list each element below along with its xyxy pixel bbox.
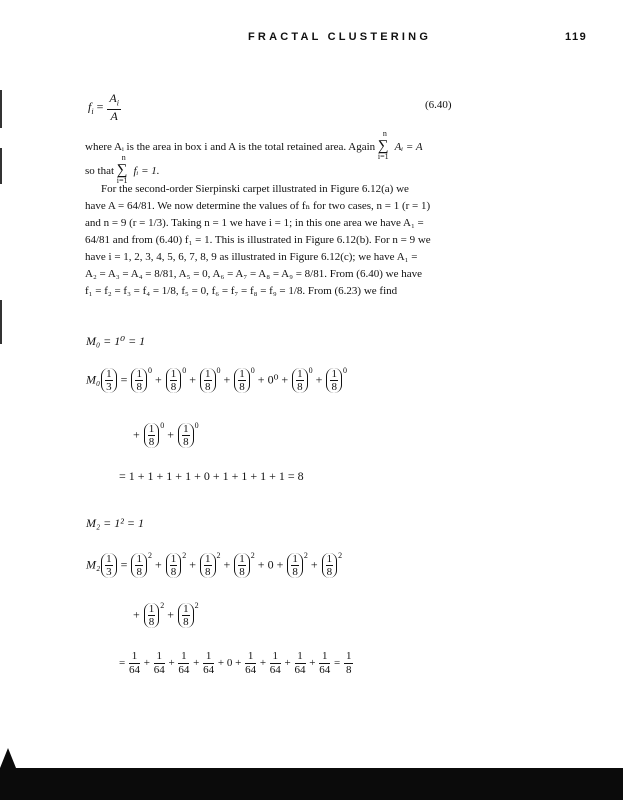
page-header (0, 31, 623, 47)
page-number: 119 (565, 31, 588, 43)
scan-edge-mark (0, 148, 2, 184)
equation-number: (6.40) (425, 99, 452, 111)
para2-line4: 64/81 and from (6.40) f₁ = 1. This is illustrated in Figure 6.12(b). For n = 9 we (85, 234, 431, 246)
para2-line5: have i = 1, 2, 3, 4, 5, 6, 7, 8, 9 as illustrated in Figure 6.12(c); we have A₁ = (85, 251, 418, 263)
para2-line6: A₂ = A₃ = A₄ = 8/81, A₅ = 0, A₆ = A₇ = A₈ = A₉ = 8/81. From (6.40) we have (85, 268, 422, 280)
m2-expansion-cont: + $\frac{1}{8}$ $^2$ + $\frac{1}{8}$ $^2$ (133, 601, 199, 628)
para2-line2: have A = 64/81. We now determine the values of fₙ for two cases, n = 1 (r = 1) (85, 200, 431, 212)
running-title: FRACTAL CLUSTERING (248, 31, 432, 43)
eq-lhs: f (88, 99, 92, 114)
scan-shadow-corner (0, 748, 16, 768)
m0-expansion-cont: + $\frac{1}{8}$ $^0$ + $\frac{1}{8}$ $^0$ (133, 421, 199, 448)
para1-line1: where Aᵢ is the area in box i and A is the total retained area. Again n ∑ i=1 Aᵢ = A (85, 129, 423, 161)
m2-definition: M₂ = 1² = 1 (86, 516, 144, 530)
para1-line2: so that n ∑ i=1 fᵢ = 1. (85, 153, 160, 185)
scan-shadow-bar (0, 768, 623, 800)
equation-6-40: $f_i$ = $\frac{A_i}{A}$ (88, 91, 119, 124)
m0-result: = 1 + 1 + 1 + 1 + 0 + 1 + 1 + 1 + 1 = 8 (119, 469, 304, 483)
m2-expansion: M₂ $\frac{1}{3}$ = $\frac{1}{8}$ $^2$ + $\frac{1}{8}$ $^2$ + $\frac{1}{8}$ $^2$ + $\frac{1}{8}$ $^2$ + 0 + $\frac{1}{8}$ $^2$ + $\frac{1}{8}$ $^2$ (86, 551, 343, 578)
m0-definition: M₀ = 1⁰ = 1 (86, 334, 146, 348)
scan-edge-mark (0, 300, 2, 344)
eq-fraction: $\frac{A_i}{A}$ (109, 91, 119, 124)
m0-expansion: M₀ $\frac{1}{3}$ = $\frac{1}{8}$ $^0$ + $\frac{1}{8}$ $^0$ + $\frac{1}{8}$ $^0$ + $\frac{1}{8}$ $^0$ + 0⁰ + $\frac{1}{8}$ $^0$ + $\frac{1}{8}$ $^0$ (86, 366, 347, 393)
para2-line1: For the second-order Sierpinski carpet illustrated in Figure 6.12(a) we (101, 183, 409, 195)
para2-line3: and n = 9 (r = 1/3). Taking n = 1 we have i = 1; in this one area we have A₁ = (85, 217, 424, 229)
scan-edge-mark (0, 90, 2, 128)
para2-line7: f₁ = f₂ = f₃ = f₄ = 1/8, f₅ = 0, f₆ = f₇ = f₈ = f₉ = 1/8. From (6.23) we find (85, 285, 398, 297)
m2-result: = $\frac{1}{64}$ + $\frac{1}{64}$ + $\frac{1}{64}$ + $\frac{1}{64}$ + 0 + $\frac{1}{64}$ + $\frac{1}{64}$ + $\frac{1}{64}$ + $\frac{1}{64}$ = $\frac{1}{8}$ (119, 650, 352, 676)
